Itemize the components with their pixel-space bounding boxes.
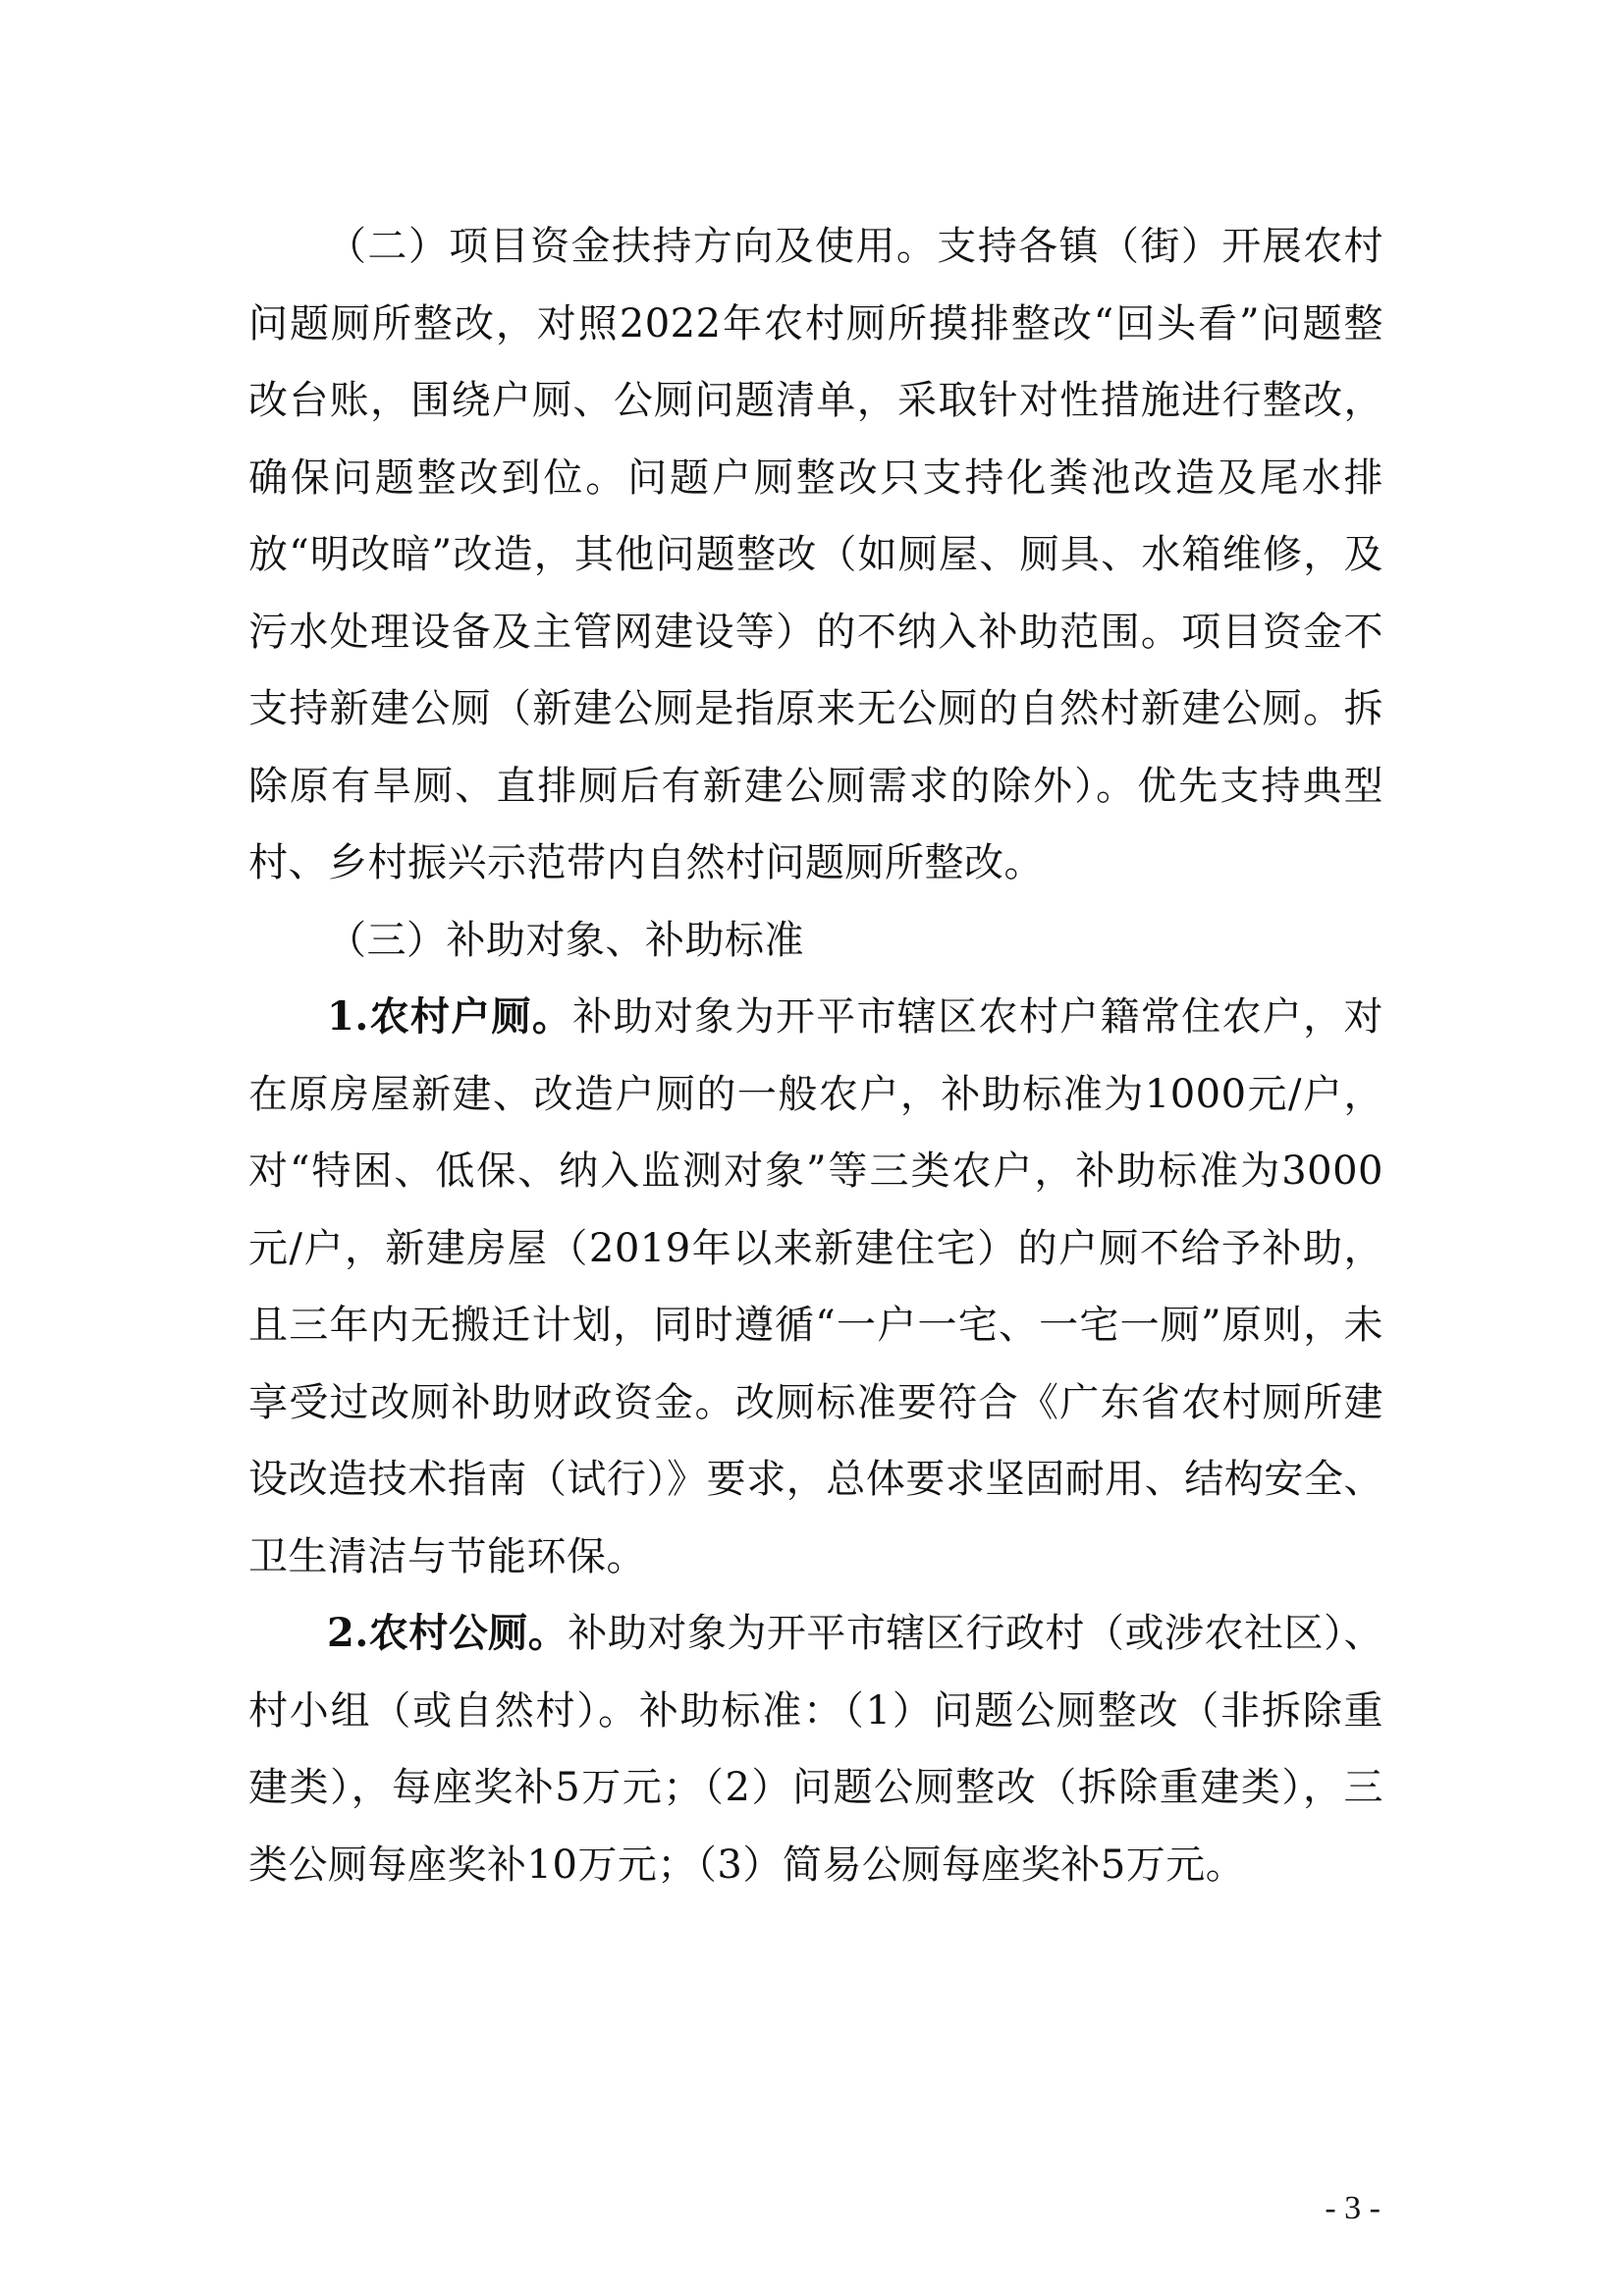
paragraph-text: （二）项目资金扶持方向及使用。支持各镇（街）开展农村问题厕所整改，对照2022年农村厕所摸排整改“回头看”问题整改台账，围绕户厕、公厕问题清单，采取针对性措施进行整改，确保问题整改到位。问题户厕整改只支持化粪池改造及尾水排放“明改暗”改造，其他问题整改（如厕屋、厕具、水箱维修，及污水处理设备及主管网建设等）的不纳入补助范围。项目资金不支持新建公厕（新建公厕是指原来无公厕的自然村新建公厕。拆除原有旱厕、直排厕后有新建公厕需求的除外）。优先支持典型村、乡村振兴示范带内自然村问题厕所整改。 bbox=[248, 224, 1383, 885]
paragraph-public-toilet bbox=[248, 1595, 1383, 1903]
paragraph-household-toilet bbox=[248, 979, 1383, 1595]
paragraph-text: 补助对象为开平市辖区行政村（或涉农社区）、村小组（或自然村）。补助标准：（1）问题公厕整改（非拆除重建类），每座奖补5万元；（2）问题公厕整改（拆除重建类），三类公厕每座奖补10万元；（3）简易公厕每座奖补5万元。 bbox=[248, 1611, 1383, 1888]
paragraph-lead: 1.农村户厕。 bbox=[327, 993, 573, 1040]
paragraph-funding-direction bbox=[248, 208, 1383, 902]
paragraph-text: 补助对象为开平市辖区农村户籍常住农户，对在原房屋新建、改造户厕的一般农户，补助标准为1000元/户，对“特困、低保、纳入监测对象”等三类农户，补助标准为3000元/户，新建房屋（2019年以来新建住宅）的户厕不给予补助，且三年内无搬迁计划，同时遵循“一户一宅、一宅一厕”原则，未享受过改厕补助财政资金。改厕标准要符合《广东省农村厕所建设改造技术指南（试行）》要求，总体要求坚固耐用、结构安全、卫生清洁与节能环保。 bbox=[248, 994, 1383, 1579]
paragraph-lead: 2.农村公厕。 bbox=[327, 1610, 568, 1656]
paragraph-text: （三）补助对象、补助标准 bbox=[327, 917, 804, 963]
document-body bbox=[248, 208, 1383, 1903]
section-heading-subsidy bbox=[248, 902, 1383, 980]
page-number: - 3 - bbox=[1325, 2190, 1380, 2226]
